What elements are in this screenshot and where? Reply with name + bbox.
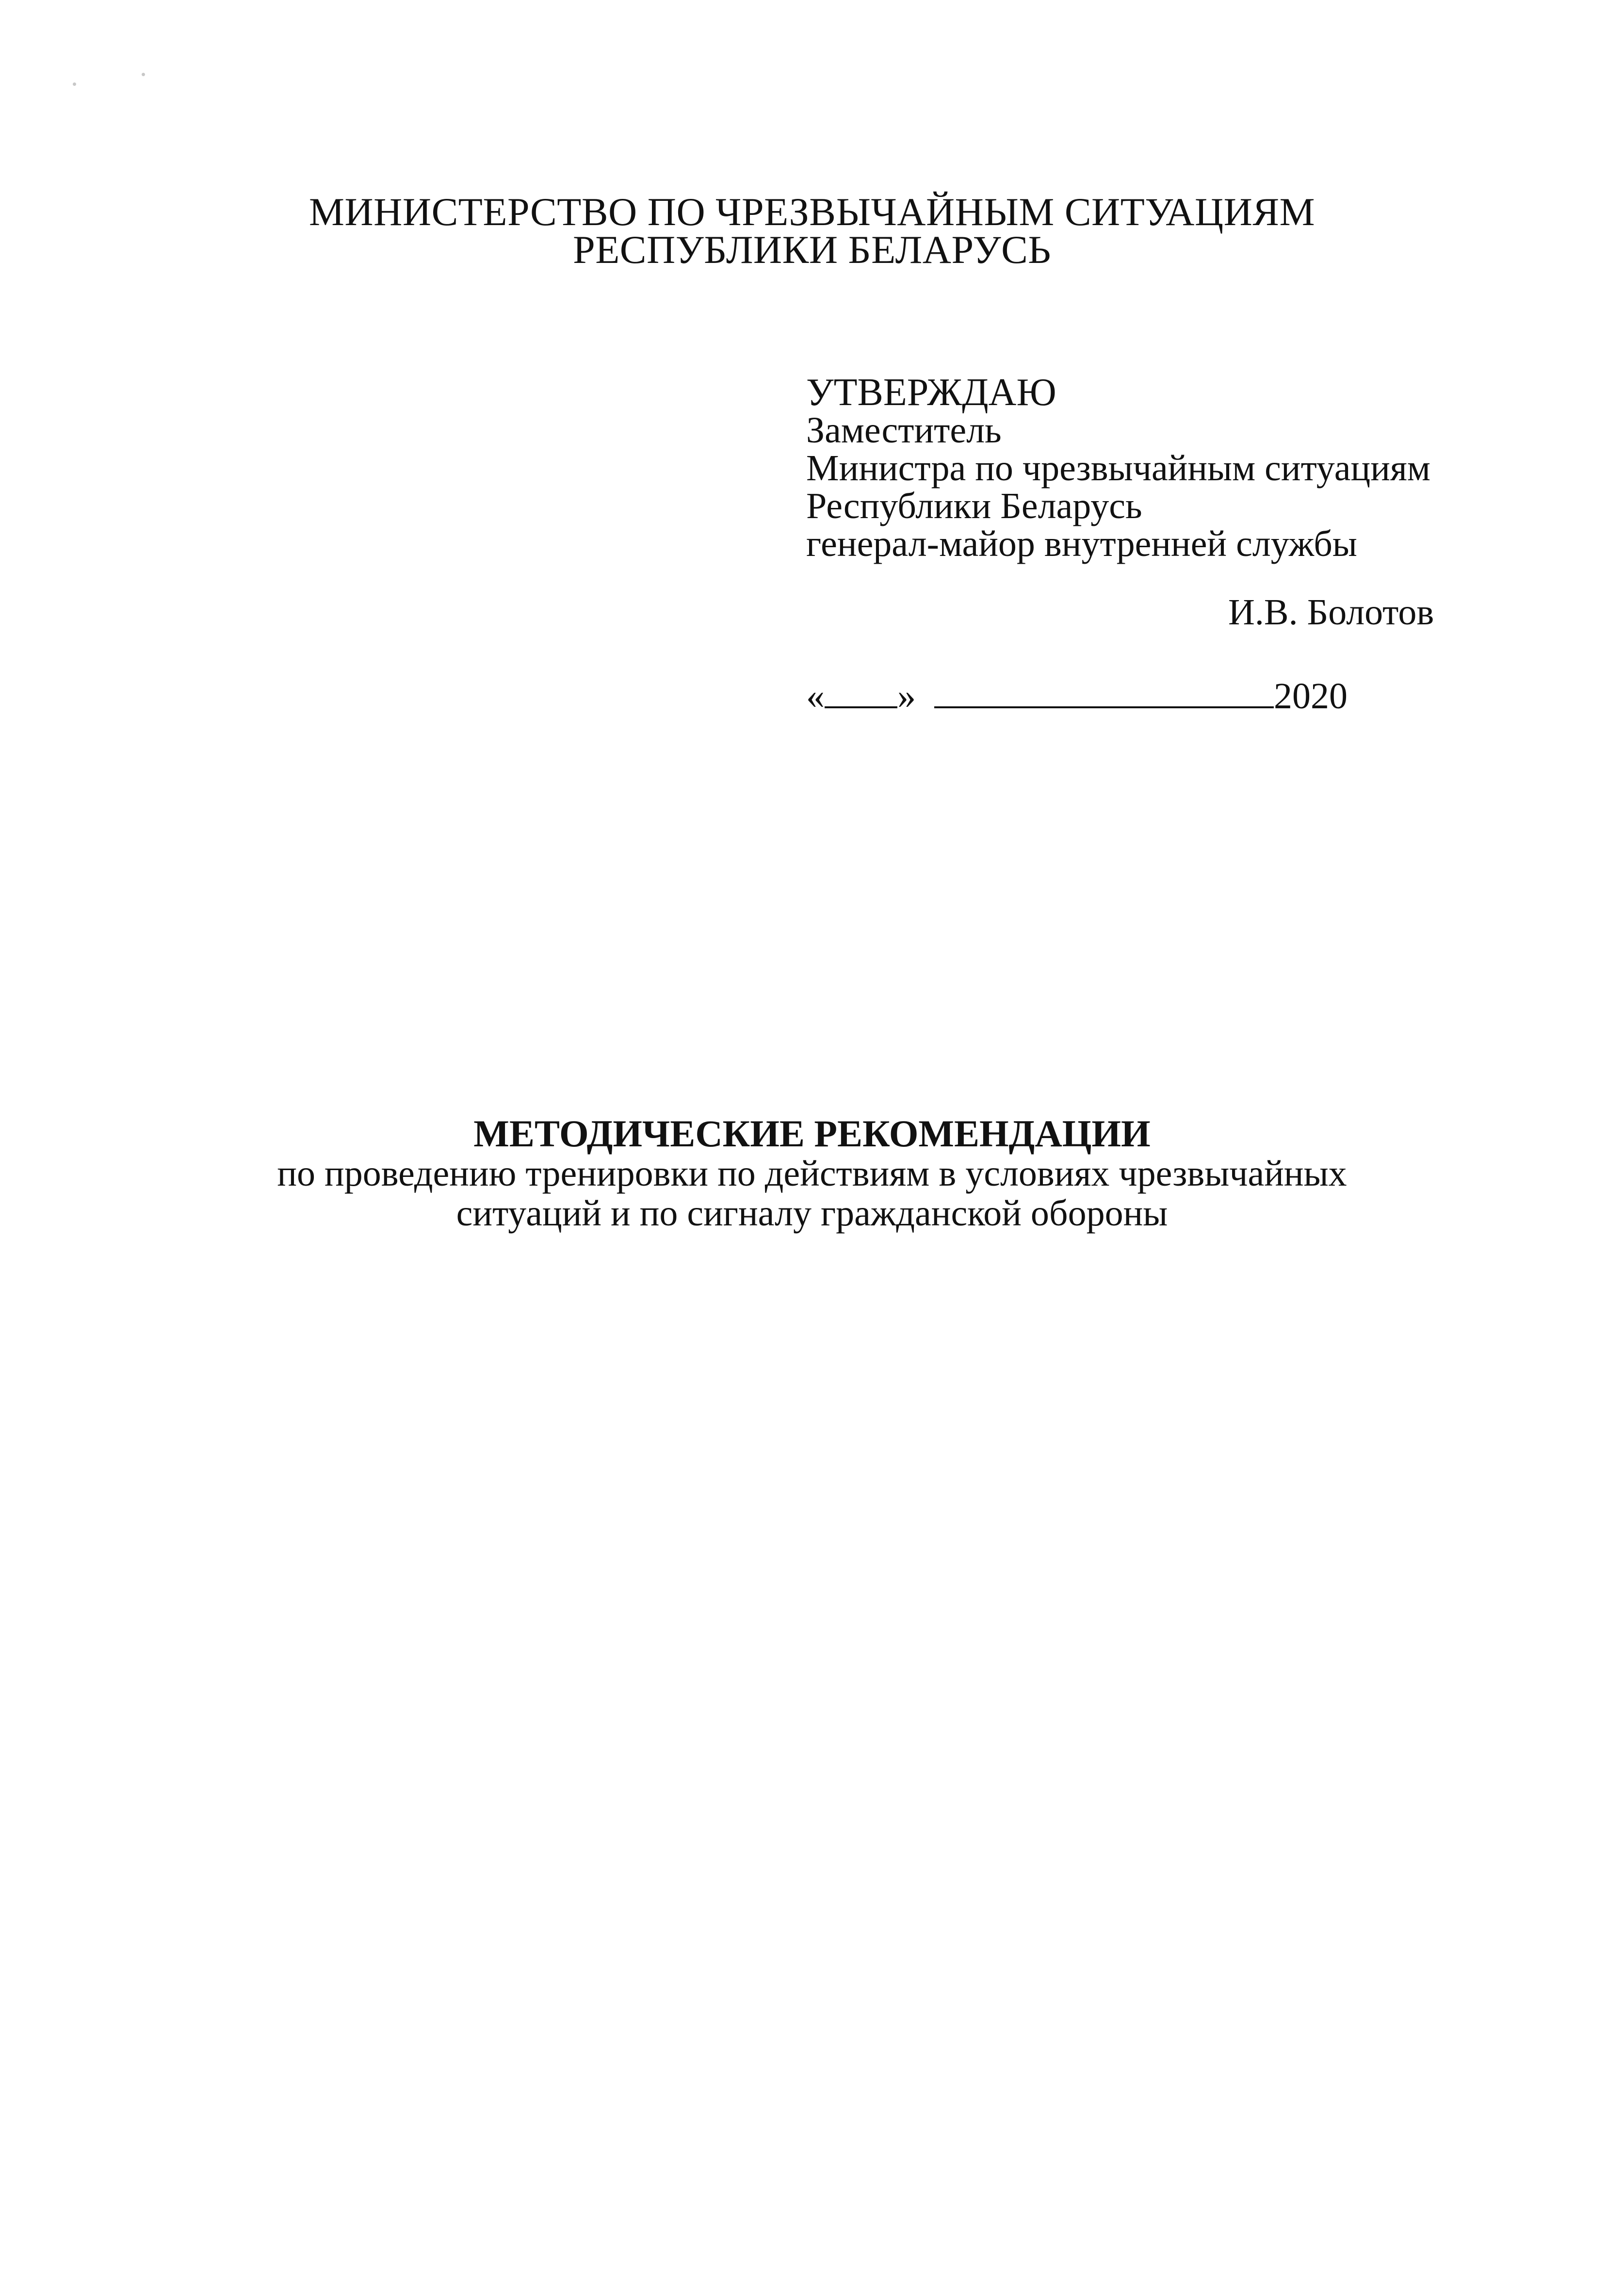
scan-speck: [142, 73, 145, 76]
document-subtitle-line1: по проведению тренировки по действиям в условиях чрезвычайных: [277, 1153, 1347, 1194]
approval-title: УТВЕРЖДАЮ: [806, 371, 1056, 414]
date-year: 2020: [1274, 676, 1348, 717]
date-open-quote: «: [806, 676, 825, 717]
ministry-header-line1: МИНИСТЕРСТВО ПО ЧРЕЗВЫЧАЙНЫМ СИТУАЦИЯМ: [309, 190, 1315, 234]
ministry-header: [0, 190, 1624, 272]
approval-rank: генерал-майор внутренней службы: [806, 523, 1357, 564]
date-day-blank: [825, 676, 897, 708]
approval-block: [806, 371, 1430, 564]
scan-speck: [73, 82, 76, 86]
document-subtitle-line2: ситуаций и по сигналу гражданской обороны: [456, 1193, 1168, 1234]
date-close-quote: »: [897, 676, 916, 717]
approval-position-line1: Заместитель: [806, 410, 1002, 451]
approval-position-line2: Министра по чрезвычайным ситуациям: [806, 448, 1430, 489]
date-month-blank: [934, 676, 1274, 708]
approval-position-line3: Республики Беларусь: [806, 486, 1142, 526]
document-title-block: [0, 1114, 1624, 1233]
document-title: МЕТОДИЧЕСКИЕ РЕКОМЕНДАЦИИ: [473, 1112, 1151, 1155]
approval-date-line: [806, 676, 1348, 716]
signer-name: И.В. Болотов: [1228, 592, 1434, 633]
ministry-header-line2: РЕСПУБЛИКИ БЕЛАРУСЬ: [573, 228, 1051, 272]
